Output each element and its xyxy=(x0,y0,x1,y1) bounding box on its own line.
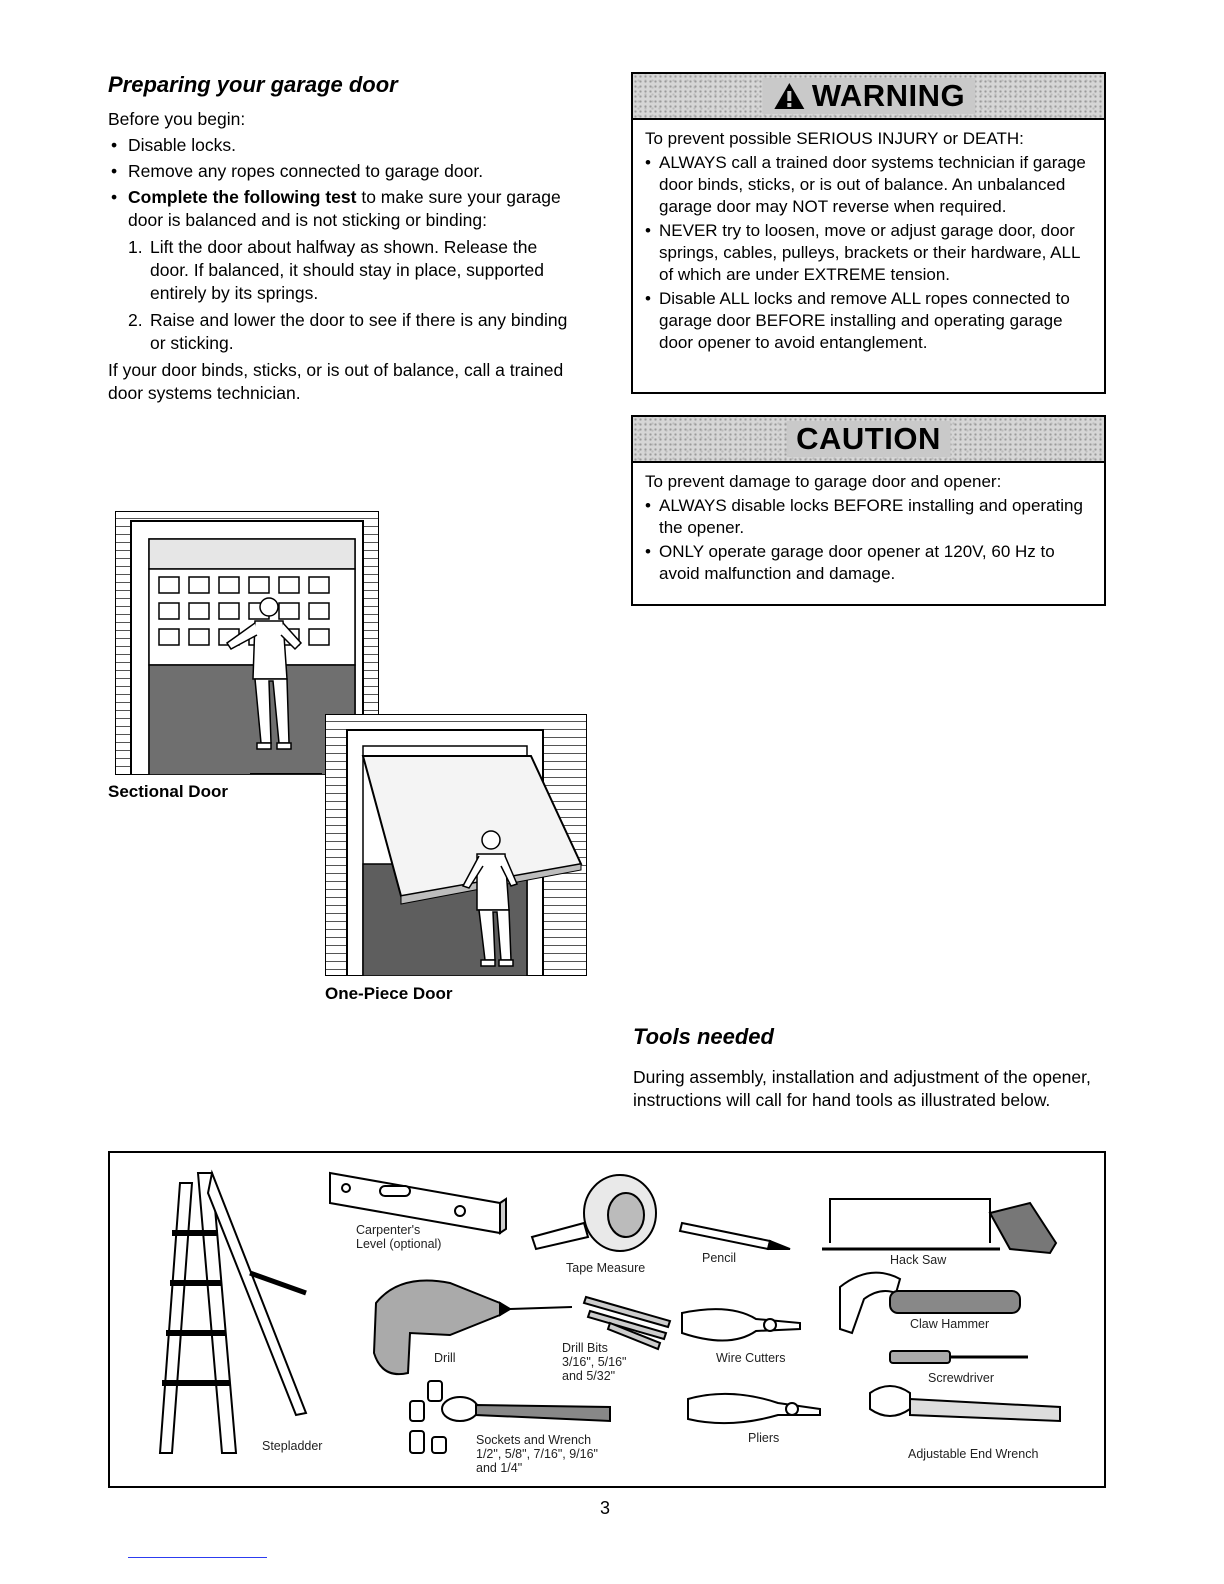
stepladder-label: Stepladder xyxy=(262,1439,323,1453)
sectional-door-caption: Sectional Door xyxy=(108,782,228,801)
sockets-label-line: 1/2", 5/8", 7/16", 9/16" xyxy=(476,1447,598,1461)
caution-item: • ALWAYS disable locks BEFORE installing and operating the opener. xyxy=(645,495,1094,539)
caution-header xyxy=(633,417,1104,463)
caution-intro: To prevent damage to garage door and opener: xyxy=(645,472,1002,491)
test-bold-text: Complete the following test xyxy=(128,187,357,207)
caution-list xyxy=(645,495,1094,585)
step-number: 1. xyxy=(128,237,143,257)
caution-label-wrap xyxy=(786,421,951,457)
sockets-label-line: Sockets and Wrench xyxy=(476,1433,592,1447)
sockets-wrench-label xyxy=(476,1433,598,1475)
warning-item: • Disable ALL locks and remove ALL ropes connected to garage door BEFORE installing and operating garage door opener to avoid entanglement. xyxy=(645,288,1094,354)
adjustable-wrench-label: Adjustable End Wrench xyxy=(908,1447,1039,1461)
warning-triangle-icon xyxy=(772,81,806,111)
prep-bullets xyxy=(108,134,578,355)
warning-box xyxy=(631,72,1106,394)
caution-box xyxy=(631,415,1106,606)
onepiece-door-figure xyxy=(325,714,587,976)
prep-body xyxy=(108,108,578,405)
warning-item: • ALWAYS call a trained door systems technician if garage door binds, sticks, or is out of balance. An unbalanced garage door may NOT reverse when required. xyxy=(645,152,1094,218)
wire-cutters-icon xyxy=(682,1309,800,1340)
warning-item: • NEVER try to loosen, move or adjust garage door, door springs, cables, pulleys, brackets or their hardware, ALL of which are under EXTREME tension. xyxy=(645,220,1094,286)
onepiece-door-caption: One-Piece Door xyxy=(325,984,453,1003)
page-number: 3 xyxy=(600,1498,611,1518)
warning-intro: To prevent possible SERIOUS INJURY or DEATH: xyxy=(645,129,1024,148)
tools-title: Tools needed xyxy=(633,1024,774,1049)
pencil-label: Pencil xyxy=(702,1251,737,1265)
tools-section xyxy=(633,1024,1103,1112)
prep-bullet: • Disable locks. xyxy=(108,134,578,157)
prep-bullet: • Remove any ropes connected to garage door. xyxy=(108,160,578,183)
drill-bits-label-line: and 5/32" xyxy=(562,1369,616,1383)
test-rest-text: to make sure your garage door is balanced and is not sticking or binding: xyxy=(128,187,561,230)
warning-header xyxy=(633,74,1104,120)
screwdriver-label: Screwdriver xyxy=(928,1371,994,1385)
tools-intro: During assembly, installation and adjustment of the opener, instructions will call for hand tools as illustrated below. xyxy=(633,1067,1091,1110)
test-step xyxy=(128,309,578,355)
warning-list xyxy=(645,152,1094,354)
warning-label: WARNING xyxy=(811,78,966,113)
claw-hammer-label: Claw Hammer xyxy=(910,1317,990,1331)
sectional-caption-line xyxy=(250,773,322,774)
prep-section xyxy=(108,72,578,405)
adjustable-wrench-icon xyxy=(870,1386,1060,1421)
pencil-icon xyxy=(680,1223,790,1249)
caution-item: • ONLY operate garage door opener at 120V, 60 Hz to avoid malfunction and damage. xyxy=(645,541,1094,585)
prep-bullet-test xyxy=(108,186,578,355)
prep-title: Preparing your garage door xyxy=(108,72,398,97)
pliers-icon xyxy=(688,1394,820,1423)
stepladder-icon xyxy=(160,1173,306,1453)
tools-figure xyxy=(108,1151,1106,1488)
step-text: Raise and lower the door to see if there is any binding or sticking. xyxy=(150,310,568,353)
test-steps xyxy=(128,236,578,355)
step-text: Lift the door about halfway as shown. Release the door. If balanced, it should stay in place, supported entirely by its springs. xyxy=(150,237,545,303)
level-label-line: Carpenter's xyxy=(356,1223,421,1237)
level-label-line: Level (optional) xyxy=(356,1237,442,1251)
drill-bits-label-line: 3/16", 5/16" xyxy=(562,1355,627,1369)
wire-cutters-label: Wire Cutters xyxy=(716,1351,786,1365)
level-label xyxy=(356,1223,441,1251)
tape-measure-icon xyxy=(532,1175,656,1251)
hacksaw-label: Hack Saw xyxy=(890,1253,947,1267)
warning-body xyxy=(633,120,1104,362)
footer-rule xyxy=(128,1557,267,1558)
screwdriver-icon xyxy=(890,1351,1028,1363)
hacksaw-icon xyxy=(822,1199,1056,1253)
caution-body xyxy=(633,463,1104,593)
prep-outro: If your door binds, sticks, or is out of balance, call a trained door systems technician. xyxy=(108,360,564,403)
drill-icon xyxy=(374,1281,572,1375)
sockets-label-line: and 1/4" xyxy=(476,1461,523,1475)
drill-bits-label-line: Drill Bits xyxy=(562,1341,608,1355)
caution-label: CAUTION xyxy=(796,421,941,456)
drill-bits-label xyxy=(562,1341,626,1383)
drill-label: Drill xyxy=(434,1351,456,1365)
onepiece-door-illustration xyxy=(325,714,587,976)
prep-intro: Before you begin: xyxy=(108,109,246,129)
step-number: 2. xyxy=(128,310,143,330)
pliers-label: Pliers xyxy=(748,1431,780,1445)
warning-label-wrap xyxy=(762,78,975,114)
test-step xyxy=(128,236,578,305)
tape-measure-label: Tape Measure xyxy=(566,1261,646,1275)
